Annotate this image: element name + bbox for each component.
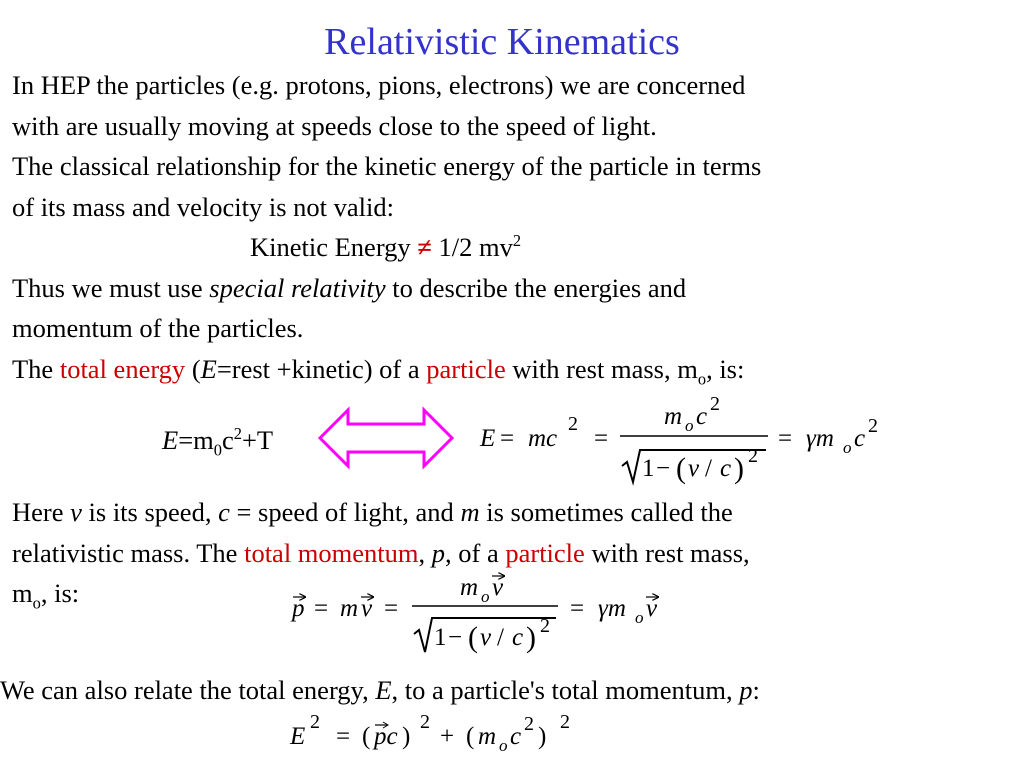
p5-v: v xyxy=(70,497,82,527)
svg-text:c: c xyxy=(720,455,732,482)
p5-l3a: m xyxy=(12,578,33,608)
p5-m: m xyxy=(460,497,480,527)
p5-d: = speed of light, and xyxy=(229,497,461,527)
svg-text:2: 2 xyxy=(420,711,430,733)
svg-text:=: = xyxy=(500,425,515,452)
sr-text-post: to describe the energies and xyxy=(385,272,687,303)
svg-text:2: 2 xyxy=(540,615,550,637)
svg-text:): ) xyxy=(734,452,744,485)
svg-text:o: o xyxy=(499,736,508,755)
p6-a: We can also relate the total energy, xyxy=(0,675,376,705)
eq-left-rest: +T xyxy=(241,425,274,455)
total-energy-term: total energy xyxy=(59,353,186,384)
momentum-line-1 xyxy=(12,492,750,533)
p5-l3b: , is: xyxy=(40,578,80,608)
svg-text:1: 1 xyxy=(642,455,655,482)
svg-text:=: = xyxy=(384,595,399,622)
particle-term: particle xyxy=(426,353,506,384)
svg-text:=: = xyxy=(314,595,329,622)
svg-text:o: o xyxy=(481,587,490,606)
svg-text:/: / xyxy=(497,624,504,651)
kinetic-exponent: 2 xyxy=(512,231,522,251)
svg-text:mc: mc xyxy=(528,425,558,452)
svg-text:o: o xyxy=(635,608,644,627)
classical-line-2: of its mass and velocity is not valid: xyxy=(12,191,394,222)
svg-text:(: ( xyxy=(466,723,475,750)
special-relativity-line-2: momentum of the particles. xyxy=(12,313,304,343)
eq-left-c: c xyxy=(221,425,234,455)
svg-text:): ) xyxy=(526,621,536,654)
svg-text:E: E xyxy=(480,425,496,452)
momentum-line-2 xyxy=(12,533,750,574)
p5-p: p xyxy=(431,537,446,568)
special-relativity-line-1 xyxy=(12,268,761,309)
svg-text:/: / xyxy=(705,455,712,482)
te-pre: The xyxy=(12,353,60,384)
eq-left-E: E xyxy=(162,425,179,455)
svg-text:1: 1 xyxy=(434,624,447,651)
te-end: , is: xyxy=(706,353,745,384)
svg-text:o: o xyxy=(685,416,694,435)
svg-text:m: m xyxy=(460,574,479,601)
classical-line-1: The classical relationship for the kinetic energy of the particle in terms xyxy=(12,151,762,181)
p5-l2d: with rest mass, xyxy=(584,537,750,568)
total-momentum-term: total momentum xyxy=(244,537,419,568)
not-equal-symbol: ≠ xyxy=(417,232,432,262)
svg-text:v: v xyxy=(646,595,658,622)
p6-b: , to a particle's total momentum, xyxy=(391,675,740,705)
eq-left-sub: 0 xyxy=(213,440,222,460)
p5-l2c: , of a xyxy=(445,537,506,568)
svg-text:c: c xyxy=(696,403,708,430)
svg-text:c: c xyxy=(512,624,524,651)
svg-text:+: + xyxy=(440,723,455,750)
p5-a: Here xyxy=(12,497,71,527)
svg-text:c: c xyxy=(510,723,522,750)
energy-momentum-equation xyxy=(280,704,600,764)
special-relativity-term: special relativity xyxy=(209,272,386,303)
svg-text:−: − xyxy=(448,624,463,651)
p5-b: is its speed, xyxy=(81,497,219,527)
svg-text:E: E xyxy=(290,723,306,750)
total-energy-line xyxy=(12,349,761,390)
energy-sum-equation xyxy=(162,420,273,461)
svg-text:2: 2 xyxy=(748,445,758,467)
p5-l3sub: o xyxy=(32,593,41,613)
sr-text-pre: Thus we must use xyxy=(12,272,210,303)
energy-equation xyxy=(470,388,890,488)
svg-text:=: = xyxy=(336,723,351,750)
eq-left-m: =m xyxy=(178,425,214,455)
svg-text:v: v xyxy=(688,455,700,482)
intro-paragraph xyxy=(12,65,761,389)
svg-text:γm: γm xyxy=(806,425,834,452)
svg-text:v: v xyxy=(361,595,373,622)
svg-text:(: ( xyxy=(362,723,371,750)
svg-text:c: c xyxy=(854,425,866,452)
p5-c: c xyxy=(218,497,230,527)
intro-line-1: In HEP the particles (e.g. protons, pions, electrons) we are concerned xyxy=(12,70,746,100)
svg-text:pc: pc xyxy=(374,723,398,750)
p6-p: p xyxy=(739,675,753,705)
svg-text:): ) xyxy=(538,723,547,750)
svg-text:v: v xyxy=(480,624,492,651)
svg-text:p: p xyxy=(292,595,305,622)
eq-left-sup: 2 xyxy=(233,424,242,444)
te-paren: ( xyxy=(185,353,201,384)
svg-text:2: 2 xyxy=(310,711,320,733)
p5-l2b: , xyxy=(418,537,432,568)
p5-l2a: relativistic mass. The xyxy=(12,537,245,568)
svg-text:(: ( xyxy=(468,621,478,654)
svg-text:2: 2 xyxy=(568,413,578,435)
te-mid: =rest +kinetic) of a xyxy=(216,353,427,384)
svg-text:): ) xyxy=(402,723,411,750)
te-sub: o xyxy=(697,368,707,388)
svg-text:m: m xyxy=(340,595,359,622)
svg-text:=: = xyxy=(778,425,793,452)
svg-text:2: 2 xyxy=(868,415,878,437)
svg-text:2: 2 xyxy=(560,711,570,733)
p5-e: is sometimes called the xyxy=(479,497,733,527)
slide-title: Relativistic Kinematics xyxy=(324,21,680,63)
double-arrow-icon xyxy=(316,406,456,470)
p6-E: E xyxy=(375,675,392,705)
momentum-equation xyxy=(280,570,680,665)
svg-text:v: v xyxy=(492,574,504,601)
svg-text:2: 2 xyxy=(710,393,720,415)
svg-text:=: = xyxy=(570,595,585,622)
svg-text:γm: γm xyxy=(598,595,626,622)
te-post: with rest mass, m xyxy=(505,353,698,384)
kinetic-value: 1/2 mv xyxy=(431,232,513,262)
te-E: E xyxy=(200,353,217,384)
svg-text:2: 2 xyxy=(524,713,534,735)
svg-text:m: m xyxy=(664,403,683,430)
particle-term-2: particle xyxy=(505,537,585,568)
svg-text:(: ( xyxy=(676,452,686,485)
p6-c: : xyxy=(752,675,760,705)
svg-text:o: o xyxy=(843,438,852,457)
intro-line-2: with are usually moving at speeds close to the speed of light. xyxy=(12,110,657,141)
svg-text:m: m xyxy=(478,723,497,750)
svg-text:=: = xyxy=(594,425,609,452)
kinetic-energy-label: Kinetic Energy xyxy=(250,232,418,262)
svg-text:−: − xyxy=(656,455,671,482)
kinetic-energy-line xyxy=(12,227,761,268)
